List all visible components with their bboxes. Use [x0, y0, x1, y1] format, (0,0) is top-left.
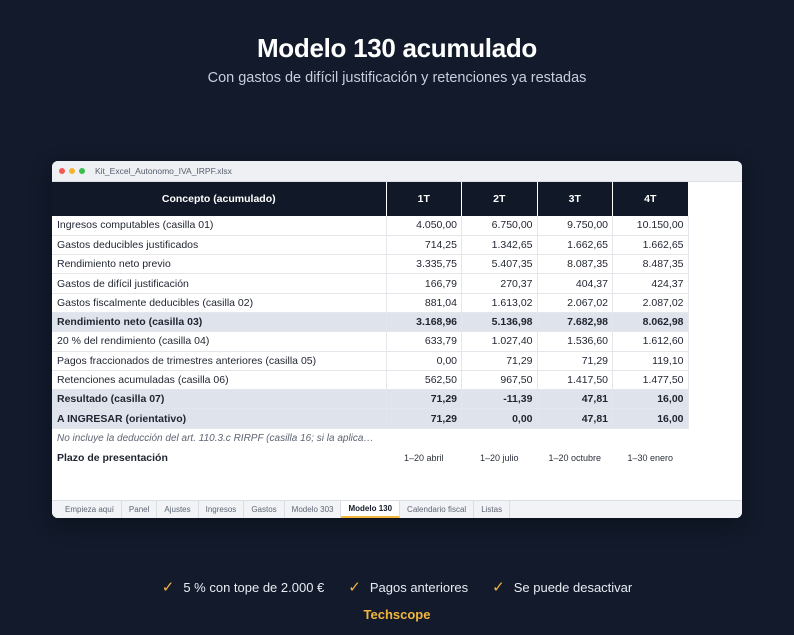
value-cell-4t[interactable]: 1.612,60 — [613, 332, 689, 351]
value-cell-2t[interactable]: 1.027,40 — [462, 332, 538, 351]
header-4t[interactable]: 4T — [613, 182, 689, 216]
plazo-value-4t[interactable]: 1–30 enero — [627, 452, 674, 463]
check-icon: ✓ — [492, 579, 505, 596]
value-cell-2t[interactable]: 71,29 — [462, 351, 538, 370]
table-row — [52, 274, 688, 293]
plazo-row — [52, 448, 688, 468]
value-cell-2t[interactable]: 270,37 — [462, 274, 538, 293]
value-cell-4t[interactable]: 8.487,35 — [613, 255, 689, 274]
table-row — [52, 390, 688, 409]
value-cell-2t[interactable]: 6.750,00 — [462, 216, 538, 235]
value-cell-2t[interactable]: 5.407,35 — [462, 255, 538, 274]
sheet-tabs-bar — [52, 500, 742, 518]
table-row — [52, 351, 688, 370]
header-2t[interactable]: 2T — [462, 182, 538, 216]
sheet-tab[interactable]: Listas — [474, 501, 510, 518]
check-icon: ✓ — [348, 579, 361, 596]
value-cell-3t[interactable]: 47,81 — [537, 409, 613, 428]
plazo-label[interactable]: Plazo de presentación — [57, 451, 168, 464]
table-row — [52, 235, 688, 254]
maximize-window-dot[interactable] — [79, 168, 85, 174]
close-window-dot[interactable] — [59, 168, 65, 174]
value-cell-2t[interactable]: 5.136,98 — [462, 312, 538, 331]
page-subtitle: Con gastos de difícil justificación y retenciones ya restadas — [207, 70, 587, 86]
page-title: Modelo 130 acumulado — [256, 33, 538, 63]
value-cell-1t[interactable]: 4.050,00 — [386, 216, 462, 235]
value-cell-3t[interactable]: 7.682,98 — [537, 312, 613, 331]
window-titlebar — [52, 161, 742, 182]
value-cell-1t[interactable]: 562,50 — [386, 370, 462, 389]
plazo-value-2t[interactable]: 1–20 julio — [479, 452, 519, 463]
value-cell-1t[interactable]: 71,29 — [386, 409, 462, 428]
header-3t[interactable]: 3T — [537, 182, 613, 216]
value-cell-2t[interactable]: 967,50 — [462, 370, 538, 389]
spreadsheet-window — [52, 161, 742, 518]
sheet-tab[interactable]: Ingresos — [199, 501, 245, 518]
window-filename: Kit_Excel_Autonomo_IVA_IRPF.xlsx — [95, 166, 232, 176]
feature-item — [492, 578, 632, 596]
value-cell-1t[interactable]: 881,04 — [386, 293, 462, 312]
value-cell-3t[interactable]: 1.417,50 — [537, 370, 613, 389]
table-header-row — [52, 182, 688, 216]
value-cell-1t[interactable]: 714,25 — [386, 235, 462, 254]
header-1t[interactable]: 1T — [386, 182, 462, 216]
value-cell-4t[interactable]: 1.662,65 — [613, 235, 689, 254]
feature-item — [348, 578, 468, 596]
features-list — [0, 578, 794, 596]
header-concepto[interactable]: Concepto (acumulado) — [52, 182, 386, 216]
feature-label: Pagos anteriores — [369, 579, 469, 595]
row-label-cell[interactable]: Gastos fiscalmente deducibles (casilla 02) — [52, 293, 386, 312]
value-cell-1t[interactable]: 3.335,75 — [386, 255, 462, 274]
row-label-cell[interactable]: Gastos deducibles justificados — [52, 235, 386, 254]
sheet-tab[interactable]: Modelo 130 — [341, 501, 400, 518]
value-cell-2t[interactable]: -11,39 — [462, 390, 538, 409]
feature-label: Se puede desactivar — [513, 579, 633, 595]
value-cell-2t[interactable]: 1.342,65 — [462, 235, 538, 254]
value-cell-1t[interactable]: 3.168,96 — [386, 312, 462, 331]
sheet-tab[interactable]: Panel — [122, 501, 157, 518]
brand-name: Techscope — [363, 607, 431, 622]
modelo-130-table — [52, 182, 689, 468]
check-icon: ✓ — [161, 579, 175, 596]
value-cell-4t[interactable]: 8.062,98 — [613, 312, 689, 331]
row-label-cell[interactable]: A INGRESAR (orientativo) — [52, 409, 386, 428]
row-label-cell[interactable]: Retenciones acumuladas (casilla 06) — [52, 370, 386, 389]
row-label-cell[interactable]: Rendimiento neto (casilla 03) — [52, 312, 386, 331]
table-row — [52, 332, 688, 351]
value-cell-1t[interactable]: 0,00 — [386, 351, 462, 370]
table-row — [52, 370, 688, 389]
sheet-tab[interactable]: Modelo 303 — [285, 501, 342, 518]
sheet-tab[interactable]: Calendario fiscal — [400, 501, 474, 518]
value-cell-4t[interactable]: 2.087,02 — [613, 293, 689, 312]
row-label-cell[interactable]: Pagos fraccionados de trimestres anteriores (casilla 05) — [52, 351, 386, 370]
note-row — [52, 428, 688, 447]
value-cell-2t[interactable]: 1.613,02 — [462, 293, 538, 312]
table-row — [52, 255, 688, 274]
value-cell-4t[interactable]: 16,00 — [613, 390, 689, 409]
table-row — [52, 216, 688, 235]
minimize-window-dot[interactable] — [69, 168, 75, 174]
value-cell-3t[interactable]: 9.750,00 — [537, 216, 613, 235]
value-cell-4t[interactable]: 16,00 — [613, 409, 689, 428]
value-cell-3t[interactable]: 47,81 — [537, 390, 613, 409]
sheet-tab[interactable]: Ajustes — [157, 501, 198, 518]
value-cell-3t[interactable]: 71,29 — [537, 351, 613, 370]
value-cell-4t[interactable]: 119,10 — [613, 351, 689, 370]
value-cell-4t[interactable]: 1.477,50 — [613, 370, 689, 389]
row-label-cell[interactable]: Gastos de difícil justificación — [52, 274, 386, 293]
row-label-cell[interactable]: Rendimiento neto previo — [52, 255, 386, 274]
value-cell-1t[interactable]: 633,79 — [386, 332, 462, 351]
table-row — [52, 312, 688, 331]
row-label-cell[interactable]: 20 % del rendimiento (casilla 04) — [52, 332, 386, 351]
value-cell-3t[interactable]: 1.662,65 — [537, 235, 613, 254]
value-cell-1t[interactable]: 71,29 — [386, 390, 462, 409]
value-cell-3t[interactable]: 404,37 — [537, 274, 613, 293]
table-row — [52, 293, 688, 312]
value-cell-2t[interactable]: 0,00 — [462, 409, 538, 428]
value-cell-3t[interactable]: 2.067,02 — [537, 293, 613, 312]
value-cell-1t[interactable]: 166,79 — [386, 274, 462, 293]
plazo-value-1t[interactable]: 1–20 abril — [403, 452, 444, 463]
sheet-tab[interactable]: Empieza aquí — [58, 501, 122, 518]
value-cell-3t[interactable]: 8.087,35 — [537, 255, 613, 274]
value-cell-4t[interactable]: 424,37 — [613, 274, 689, 293]
row-label-cell[interactable]: Ingresos computables (casilla 01) — [52, 216, 386, 235]
value-cell-3t[interactable]: 1.536,60 — [537, 332, 613, 351]
feature-item — [162, 578, 325, 596]
feature-label: 5 % con tope de 2.000 € — [183, 579, 325, 595]
value-cell-4t[interactable]: 10.150,00 — [613, 216, 689, 235]
row-label-cell[interactable]: Resultado (casilla 07) — [52, 390, 386, 409]
sheet-tab[interactable]: Gastos — [244, 501, 284, 518]
plazo-value-3t[interactable]: 1–20 octubre — [548, 452, 602, 463]
note-text[interactable]: No incluye la deducción del art. 110.3.c RIRPF (casilla 16; si la aplica… — [57, 432, 374, 444]
table-row — [52, 409, 688, 428]
